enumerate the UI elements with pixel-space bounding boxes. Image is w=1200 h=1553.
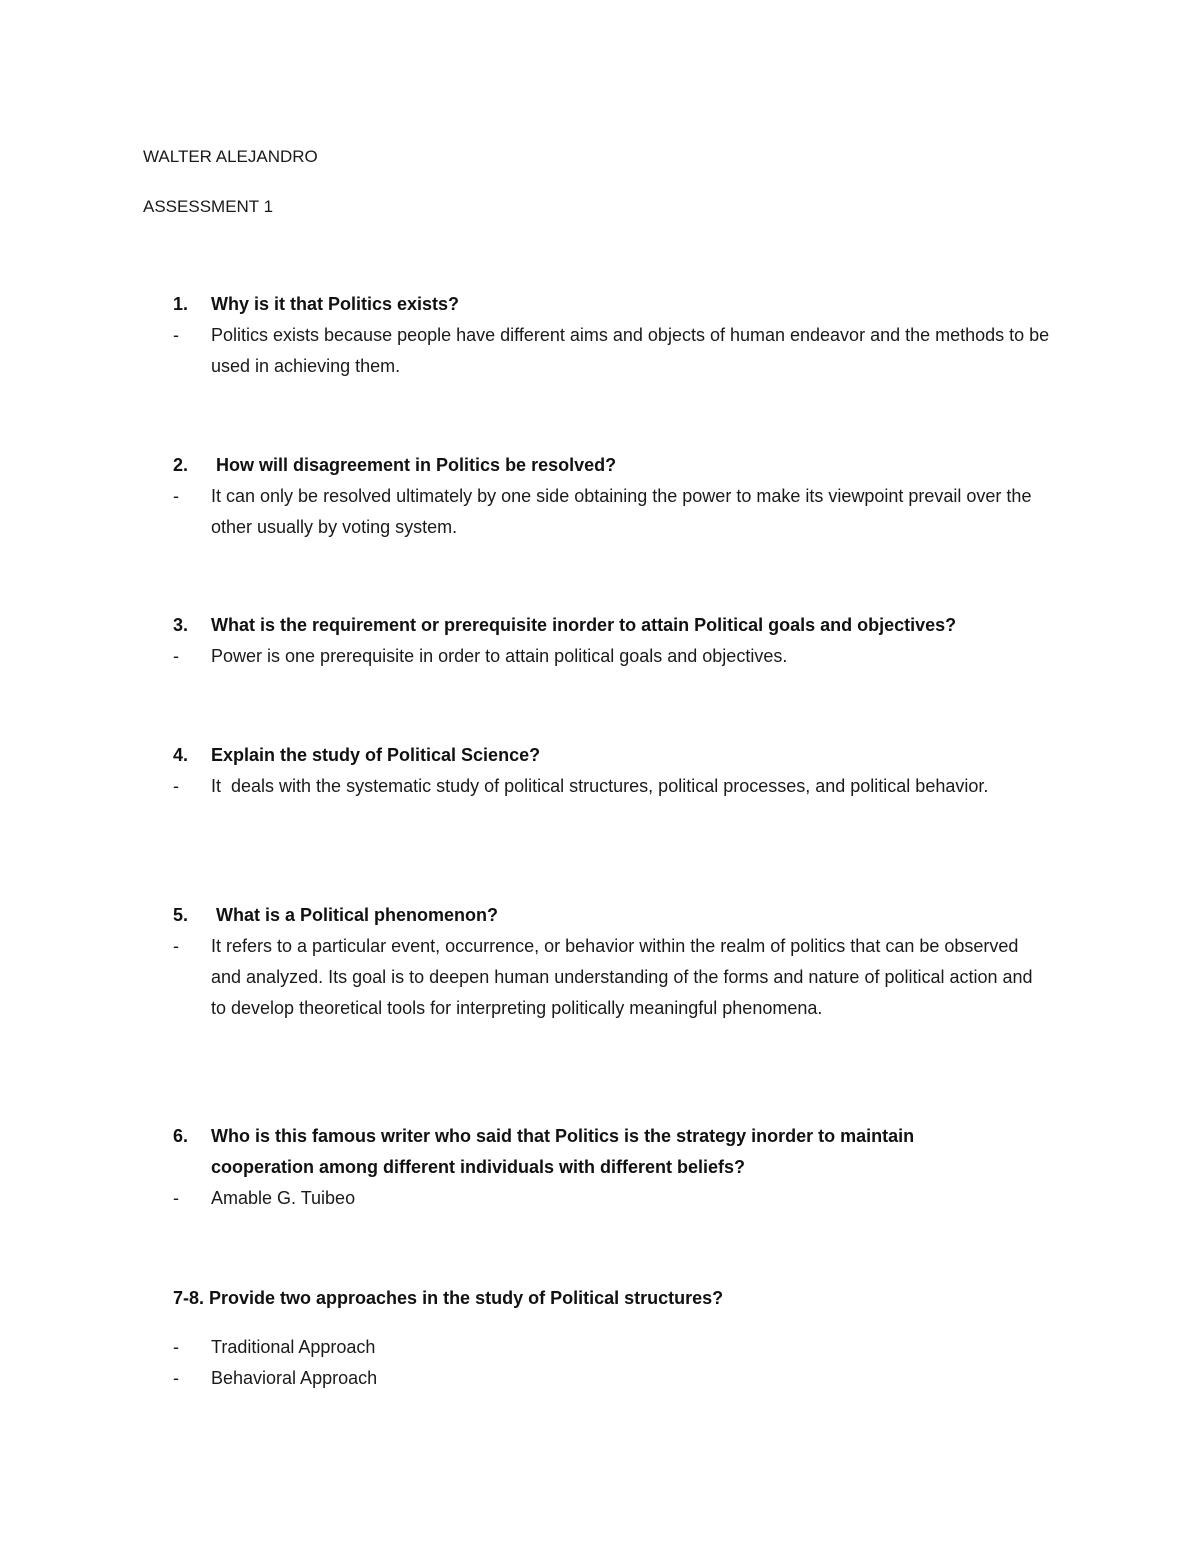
question-7-8-text: 7-8. Provide two approaches in the study of Political structures? xyxy=(173,1288,724,1308)
question-number: 6. xyxy=(173,1126,189,1146)
question-text: What is a Political phenomenon? xyxy=(211,905,499,925)
answer-text: Behavioral Approach xyxy=(211,1368,378,1388)
answer-row xyxy=(173,641,1073,672)
answer-text: Amable G. Tuibeo xyxy=(211,1188,356,1208)
question-text: Who is this famous writer who said that Politics is the strategy inorder to maintain cooperation among different individuals with different beliefs? xyxy=(211,1126,915,1177)
question-block-3 xyxy=(173,610,1073,672)
answer-text: It can only be resolved ultimately by one side obtaining the power to make its viewpoint prevail over the other usually by voting system. xyxy=(211,486,1032,537)
question-row xyxy=(173,900,1073,931)
answer-text: It deals with the systematic study of political structures, political processes, and political behavior. xyxy=(211,776,989,796)
question-text: Why is it that Politics exists? xyxy=(211,294,460,314)
question-number: 3. xyxy=(173,615,189,635)
answer-row xyxy=(173,931,1073,1024)
question-block-2 xyxy=(173,450,1073,543)
answer-text: It refers to a particular event, occurrence, or behavior within the realm of politics that can be observed and analyzed. Its goal is to deepen human understanding of the forms and nature of political action and to develop theoretical tools for interpreting politically meaningful phenomena. xyxy=(211,936,1033,1018)
question-text: Explain the study of Political Science? xyxy=(211,745,541,765)
question-block-5 xyxy=(173,900,1073,1024)
answer-row xyxy=(173,771,1073,802)
answer-text: Traditional Approach xyxy=(211,1337,376,1357)
question-row xyxy=(173,610,1073,641)
student-name: WALTER ALEJANDRO xyxy=(143,147,318,166)
question-block-6 xyxy=(173,1121,1073,1214)
answer-row xyxy=(173,481,1073,543)
question-row xyxy=(173,289,1073,320)
question-block-4 xyxy=(173,740,1073,802)
answers-7-8 xyxy=(173,1332,1073,1394)
answer-dash: - xyxy=(173,486,179,506)
question-text: How will disagreement in Politics be resolved? xyxy=(211,455,617,475)
answer-dash: - xyxy=(173,646,179,666)
answer-text: Power is one prerequisite in order to attain political goals and objectives. xyxy=(211,646,788,666)
answer-row xyxy=(173,1183,1073,1214)
answer-dash: - xyxy=(173,1368,179,1388)
answer-dash: - xyxy=(173,936,179,956)
question-block-1 xyxy=(173,289,1073,382)
question-row xyxy=(173,450,1073,481)
answer-dash: - xyxy=(173,1337,179,1357)
assessment-title: ASSESSMENT 1 xyxy=(143,197,274,216)
question-row xyxy=(173,740,1073,771)
question-number: 4. xyxy=(173,745,189,765)
question-number: 5. xyxy=(173,905,189,925)
answer-dash: - xyxy=(173,776,179,796)
answer-row xyxy=(173,1363,1073,1394)
answer-row xyxy=(173,1332,1073,1363)
question-number: 1. xyxy=(173,294,189,314)
question-text: What is the requirement or prerequisite inorder to attain Political goals and objectives? xyxy=(211,615,957,635)
answer-dash: - xyxy=(173,325,179,345)
question-number: 2. xyxy=(173,455,189,475)
answer-row xyxy=(173,320,1073,382)
question-row xyxy=(173,1121,1073,1183)
answer-text: Politics exists because people have different aims and objects of human endeavor and the methods to be used in achieving them. xyxy=(211,325,1050,376)
answer-dash: - xyxy=(173,1188,179,1208)
